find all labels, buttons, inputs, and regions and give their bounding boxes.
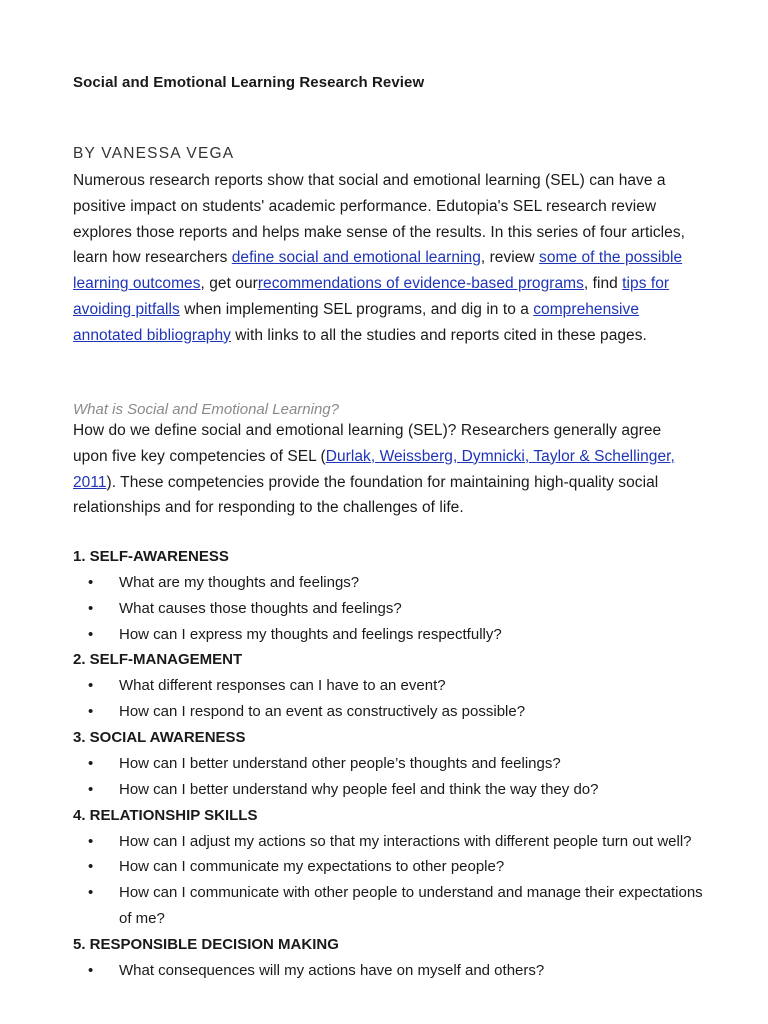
section-subheading: What is Social and Emotional Learning? [73,401,339,418]
intro-text: , review [480,249,540,267]
bullet-icon: • [88,832,94,850]
definition-paragraph [73,418,698,521]
bullet-icon: • [88,703,94,721]
question-list [73,751,703,803]
intro-text: , get our [200,275,258,293]
intro-text: with links to all the studies and reports cited in these pages. [230,326,647,344]
link-durlak-citation[interactable]: Durlak, Weissberg, Dymnicki, Taylor & Schellinger, 2011 [73,447,675,491]
link-avoiding-pitfalls[interactable]: tips for avoiding pitfalls [73,275,670,318]
list-item [73,880,703,932]
bullet-icon: • [88,780,94,798]
bullet-icon: • [88,884,94,902]
link-learning-outcomes[interactable]: some of the possible learning outcomes [73,249,683,293]
list-item [73,622,703,648]
competency-section [73,544,703,647]
bullet-icon: • [88,961,94,979]
list-item [73,777,703,803]
bullet-icon: • [88,858,94,876]
bullet-icon: • [88,677,94,695]
link-annotated-bibliography[interactable]: comprehensive annotated bibliography [73,300,640,344]
bullet-icon: • [88,599,94,617]
question-text: What causes those thoughts and feelings? [119,599,402,617]
question-list [73,829,703,932]
bullet-icon: • [88,574,94,591]
definition-text: How do we define social and emotional learning (SEL)? Researchers generally agree upon five key competencies of SEL ( [73,422,662,465]
question-text: How can I adjust my actions so that my interactions with different people turn out well? [119,832,692,850]
competency-heading: 1. SELF-AWARENESS [73,548,229,565]
list-item [73,699,703,725]
intro-text: , find [583,275,623,293]
author-byline: BY VANESSA VEGA [73,145,235,162]
question-text: What consequences will my actions have on myself and others? [119,961,545,979]
question-text: What different responses can I have to an event? [119,677,446,695]
competency-section [73,932,703,984]
bullet-icon: • [88,625,94,643]
list-item [73,570,703,596]
list-item [73,854,703,880]
intro-text: when implementing SEL programs, and dig in to a [179,300,534,318]
competency-section [73,725,703,803]
competency-heading: 2. SELF-MANAGEMENT [73,651,243,669]
question-text: How can I communicate with other people to understand and manage their expectations of me? [119,884,703,927]
question-text: How can I better understand why people feel and think the way they do? [119,780,599,798]
competency-heading: 4. RELATIONSHIP SKILLS [73,806,258,824]
question-text: How can I communicate my expectations to other people? [119,858,505,876]
question-list [73,673,703,725]
competency-heading: 3. SOCIAL AWARENESS [73,728,246,746]
list-item [73,751,703,777]
competency-heading: 5. RESPONSIBLE DECISION MAKING [73,935,339,953]
list-item [73,958,703,984]
question-text: How can I respond to an event as constructively as possible? [119,703,526,721]
list-item [73,596,703,622]
question-text: How can I express my thoughts and feelings respectfully? [119,625,502,643]
bullet-icon: • [88,754,94,772]
intro-paragraph [73,168,698,349]
list-item [73,829,703,855]
question-text: What are my thoughts and feelings? [119,574,360,591]
link-define-sel[interactable]: define social and emotional learning [231,249,481,267]
competency-section [73,803,703,932]
definition-text: ). These competencies provide the foundation for maintaining high-quality social relationships and for responding to the challenges of life. [73,473,659,517]
question-text: How can I better understand other people’s thoughts and feelings? [119,754,561,772]
question-list [73,570,703,647]
document-title: Social and Emotional Learning Research Review [73,74,425,91]
competency-list [73,544,703,984]
question-list [73,958,703,984]
list-item [73,673,703,699]
competency-section [73,647,703,725]
intro-text: Numerous research reports show that social and emotional learning (SEL) can have a positive impact on students' academic performance. Edutopia's SEL research review explores those reports and helps make sense of the results. In this series of four articles, learn how researchers [73,172,685,267]
link-program-recommendations[interactable]: recommendations of evidence-based programs [257,275,584,293]
